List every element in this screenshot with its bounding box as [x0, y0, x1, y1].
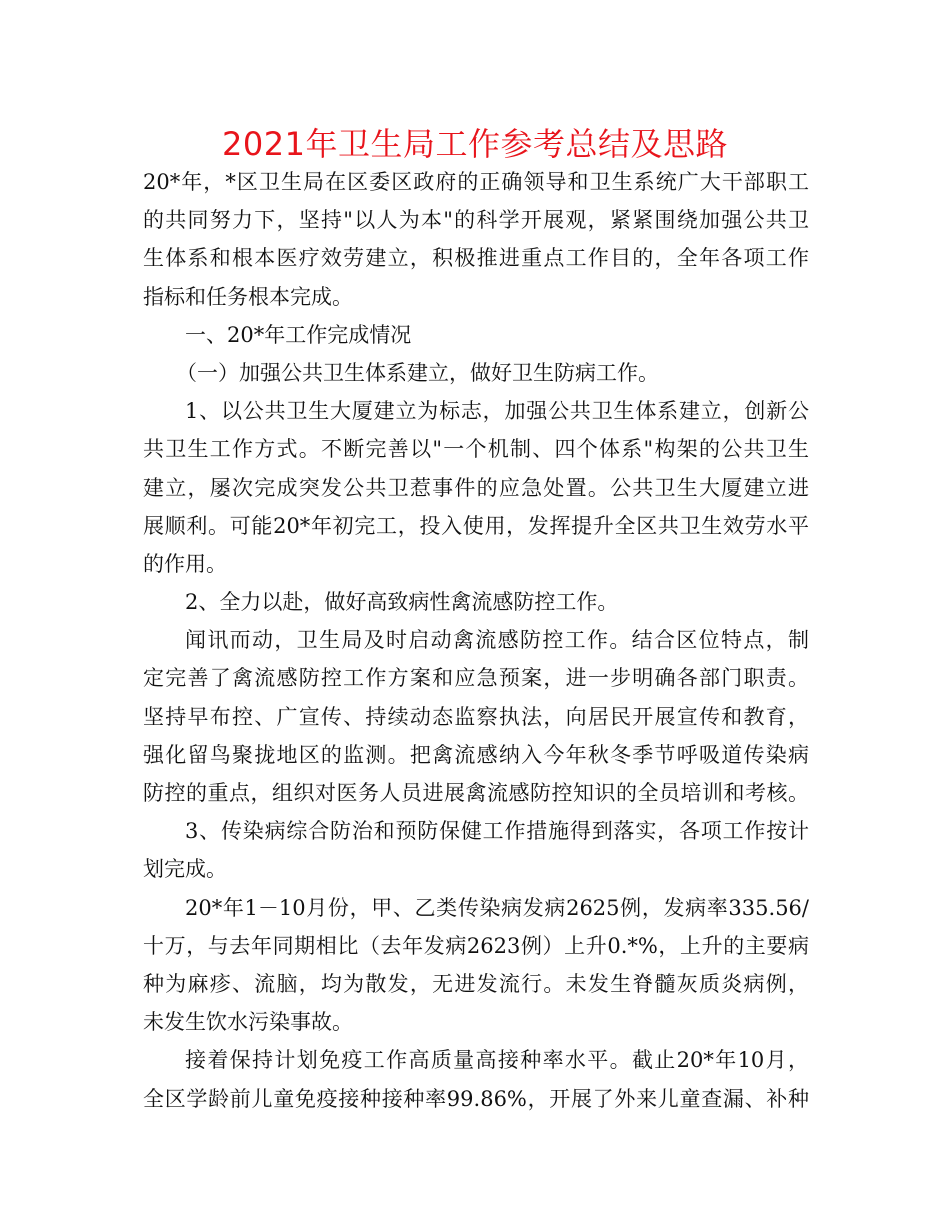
text-line: 划完成。 [143, 857, 227, 882]
item-heading: 2、全力以赴，做好高致病性禽流感防控工作。 [185, 590, 619, 615]
text-line: 共卫生工作方式。不断完善以"一个机制、四个体系"构架的公共卫生 [143, 437, 809, 462]
text-line: 强化留鸟聚拢地区的监测。把禽流感纳入今年秋冬季节呼吸道传染病 [143, 742, 809, 767]
text-line: 种为麻疹、流脑，均为散发，无进发流行。未发生脊髓灰质炎病例， [143, 971, 809, 996]
text-line: 指标和任务根本完成。 [143, 284, 353, 309]
text-line: 接着保持计划免疫工作高质量高接种率水平。截止20*年10月， [185, 1048, 809, 1073]
document-body [143, 163, 809, 1118]
text-line: 未发生饮水污染事故。 [143, 1010, 353, 1035]
document-title: 2021年卫生局工作参考总结及思路 [222, 125, 728, 163]
text-line: 1、以公共卫生大厦建立为标志，加强公共卫生体系建立，创新公 [185, 399, 809, 424]
text-line: 闻讯而动，卫生局及时启动禽流感防控工作。结合区位特点，制 [185, 628, 809, 653]
text-line: 全区学龄前儿童免疫接种接种率99.86%，开展了外来儿童查漏、补种 [143, 1086, 809, 1111]
text-line: 十万，与去年同期相比（去年发病2623例）上升0.*%，上升的主要病 [143, 933, 809, 958]
text-line: 坚持早布控、广宣传、持续动态监察执法，向居民开展宣传和教育， [143, 704, 809, 729]
text-line: 的作用。 [143, 551, 227, 576]
text-line: 3、传染病综合防治和预防保健工作措施得到落实，各项工作按计 [185, 819, 809, 844]
text-line: 的共同努力下，坚持"以人为本"的科学开展观，紧紧围绕加强公共卫 [143, 208, 809, 233]
text-line: 20*年，*区卫生局在区委区政府的正确领导和卫生系统广大干部职工 [143, 170, 809, 194]
text-line: 建立，屡次完成突发公共卫惹事件的应急处置。公共卫生大厦建立进 [143, 475, 809, 500]
text-line: 生体系和根本医疗效劳建立，积极推进重点工作目的，全年各项工作 [143, 246, 809, 271]
text-line: 20*年1－10月份，甲、乙类传染病发病2625例，发病率335.56/ [185, 895, 809, 920]
subsection-heading: （一）加强公共卫生体系建立，做好卫生防病工作。 [176, 360, 659, 385]
text-line: 防控的重点，组织对医务人员进展禽流感防控知识的全员培训和考核。 [143, 781, 809, 805]
text-line: 定完善了禽流感防控工作方案和应急预案，进一步明确各部门职责。 [143, 666, 809, 691]
text-line: 展顺利。可能20*年初完工，投入使用，发挥提升全区共卫生效劳水平 [143, 513, 809, 538]
section-heading: 一、20*年工作完成情况 [185, 322, 412, 347]
